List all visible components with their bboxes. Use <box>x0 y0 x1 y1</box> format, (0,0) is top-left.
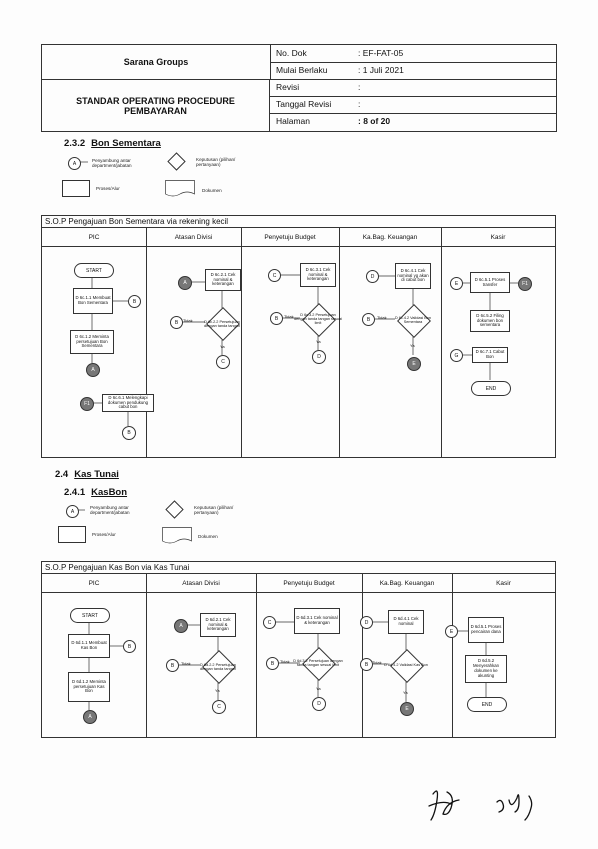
document-title: STANDAR OPERATING PROCEDURE PEMBAYARAN <box>42 80 270 131</box>
flow2-connector-b2: B <box>166 659 179 672</box>
legend2-document-label: Dokumen <box>198 534 218 539</box>
flow1-keu-decision-label: D 6c.4.2 Validasi Bon Sementara <box>394 315 432 324</box>
legend2-connector-label: Penyambung antar department/jabatan <box>90 505 130 515</box>
flow1-connector-a: A <box>86 363 100 377</box>
lane2-atasan-divisi: Atasan Divisi <box>146 574 257 737</box>
flow2-connector-a2: A <box>174 619 188 633</box>
lane2-pic: PIC <box>42 574 147 737</box>
flow1-pic-step3: D 6c.6.1 Melengkapi dokumen pendukung cabut bon <box>102 394 154 412</box>
legend-connector-label: Penyambung antar department/jabatan <box>92 158 132 168</box>
flow2-connector-b: B <box>123 640 136 653</box>
lane-pic: PIC <box>42 228 147 457</box>
flow2-start: START <box>70 608 110 623</box>
flow2-kasir-step1: D 6d.5.1 Proses pencairan dana <box>468 617 504 643</box>
flow2-atasan-ya: Ya <box>215 688 220 693</box>
company-name: Sarana Groups <box>42 45 271 80</box>
flow1-connector-b4: B <box>270 312 283 325</box>
flow2-connector-b3: B <box>266 657 279 670</box>
flow1-atasan-step1: D 6c.2.1 Cek nominal & keterangan <box>205 269 241 291</box>
flow1-connector-c2: C <box>268 269 281 282</box>
flow1-connector-d: D <box>312 350 326 364</box>
flow1-kasir-step2: D 6c.5.2 Filing dokumen bon sementara <box>470 310 510 332</box>
flow2-connector-b4: B <box>360 658 373 671</box>
flow2-connector-c2: C <box>263 616 276 629</box>
legend-document-label: Dokumen <box>202 188 222 193</box>
header-row-tanggal-revisi: Tanggal Revisi : <box>270 96 556 114</box>
flow2-kasir-step2: D 6d.5.2 Menyerahkan dokumen ke akunting <box>465 655 507 683</box>
flow1-atasan-ya: Ya <box>220 344 225 349</box>
legend2-decision-label: Keputusan (pilihan/ pertanyaan) <box>194 505 234 515</box>
lane-kasir: Kasir <box>441 228 555 457</box>
legend-process-label: Proses/Alur <box>96 186 120 191</box>
flow2-budget-ya: Ya <box>316 686 321 691</box>
section-heading-kas-tunai: 2.4 Kas Tunai <box>55 469 119 480</box>
flow2-keu-ya: Ya <box>403 690 408 695</box>
flow1-connector-a2: A <box>178 276 192 290</box>
header-row-no-dok: No. Dok : EF-FAT-05 <box>270 45 556 63</box>
flow1-connector-e2: E <box>450 277 463 290</box>
flow2-end: END <box>467 697 507 712</box>
flow2-connector-d2: D <box>360 616 373 629</box>
lane-atasan-divisi: Atasan Divisi <box>146 228 242 457</box>
flow2-budget-decision-label: D 6d.3.2 Persetujuan dengan tanda tangan sesuai limit <box>293 658 343 667</box>
flow2-keu-step1: D 6d.4.1 Cek nominal <box>388 610 424 634</box>
flow1-connector-f: F1 <box>80 397 94 411</box>
legend-connector-icon: A <box>68 157 81 170</box>
flow2-budget-step1: D 6d.3.1 Cek nominal & keterangan <box>294 608 340 634</box>
flowchart-title: S.O.P Pengajuan Bon Sementara via rekening kecil <box>42 216 555 228</box>
flow1-budget-decision-label: D 6c.3.2 Persetujuan dengan tanda tangan sesuai limit <box>294 312 342 326</box>
flow1-kasir-step3: D 6c.7.1 Cabut Bon <box>472 347 508 363</box>
legend2-connector-icon: A <box>66 505 79 518</box>
signatures <box>425 782 555 824</box>
section-heading-bon-sementara: 2.3.2 Bon Sementara <box>64 138 161 149</box>
flow2-atasan-tidak: Tidak <box>181 661 191 666</box>
flow2-keu-decision-label: D 6d.4.2 Validasi Kas Bon <box>384 662 428 667</box>
lane-ka-bag-keuangan: Ka.Bag. Keuangan <box>339 228 442 457</box>
flow1-connector-b5: B <box>362 313 375 326</box>
flow1-budget-tidak: Tidak <box>284 314 294 319</box>
flow1-budget-step1: D 6c.3.1 Cek nominal & keterangan <box>300 263 336 287</box>
flow1-kasir-step1: D 6c.5.1 Proses transfer <box>470 272 510 293</box>
flow2-connector-c: C <box>212 700 226 714</box>
flow2-budget-tidak: Tidak <box>280 659 290 664</box>
flow1-keu-ya: Ya <box>410 343 415 348</box>
header-row-mulai-berlaku: Mulai Berlaku : 1 Juli 2021 <box>270 62 556 80</box>
header-row-halaman: Halaman : 8 of 20 <box>276 116 391 126</box>
flow1-keu-tidak: Tidak <box>377 315 387 320</box>
legend-decision-label: Keputusan (pilihan/ pertanyaan) <box>196 157 236 167</box>
flow1-pic-step1: D 6c.1.1 Membuat Bon Sementara <box>73 288 113 314</box>
flow1-connector-b3: B <box>170 316 183 329</box>
flow1-pic-step2: D 6c.1.2 Meminta persetujuan Bon Sementara <box>70 330 114 354</box>
flow1-budget-ya: Ya <box>316 339 321 344</box>
lane2-ka-bag-keuangan: Ka.Bag. Keuangan <box>362 574 453 737</box>
flow1-connector-c: C <box>216 355 230 369</box>
header-row-revisi: Revisi : <box>270 79 556 97</box>
flow2-pic-step2: D 6d.1.2 Meminta persetujuan Kas Bon <box>68 672 110 702</box>
flow1-connector-d2: D <box>366 270 379 283</box>
flow2-connector-a: A <box>83 710 97 724</box>
lane2-penyetuju-budget: Penyetuju Budget <box>256 574 363 737</box>
flow1-atasan-decision-label: D 6c.2.2 Persetujuan dengan tanda tangan <box>204 319 240 328</box>
flow1-connector-g: G <box>450 349 463 362</box>
flow1-connector-e: E <box>407 357 421 371</box>
flow2-atasan-decision-label: D 6d.2.2 Persetujuan dengan tanda tangan <box>200 662 236 671</box>
flow1-connector-b: B <box>128 295 141 308</box>
lane-penyetuju-budget: Penyetuju Budget <box>241 228 340 457</box>
flow1-connector-b2: B <box>122 426 136 440</box>
flow2-keu-tidak: Tidak <box>372 660 382 665</box>
flow2-connector-e2: E <box>445 625 458 638</box>
flow1-end: END <box>471 381 511 396</box>
flow2-connector-d: D <box>312 697 326 711</box>
flow1-start: START <box>74 263 114 278</box>
section-heading-kasbon: 2.4.1 KasBon <box>64 487 128 498</box>
flowchart2-title: S.O.P Pengajuan Kas Bon via Kas Tunai <box>42 562 555 574</box>
flow2-connector-e: E <box>400 702 414 716</box>
flow1-keu-step1: D 6c.4.1 Cek nominal yg akan di cabut bon <box>395 263 431 289</box>
flow1-connector-f2: F1 <box>518 277 532 291</box>
flow2-atasan-step1: D 6d.2.1 Cek nominal & keterangan <box>200 613 236 637</box>
legend2-process-label: Proses/Alur <box>92 532 116 537</box>
flow2-pic-step1: D 6d.1.1 Membuat Kas Bon <box>68 634 110 658</box>
flow1-atasan-tidak: Tidak <box>183 318 193 323</box>
lane2-kasir: Kasir <box>452 574 555 737</box>
